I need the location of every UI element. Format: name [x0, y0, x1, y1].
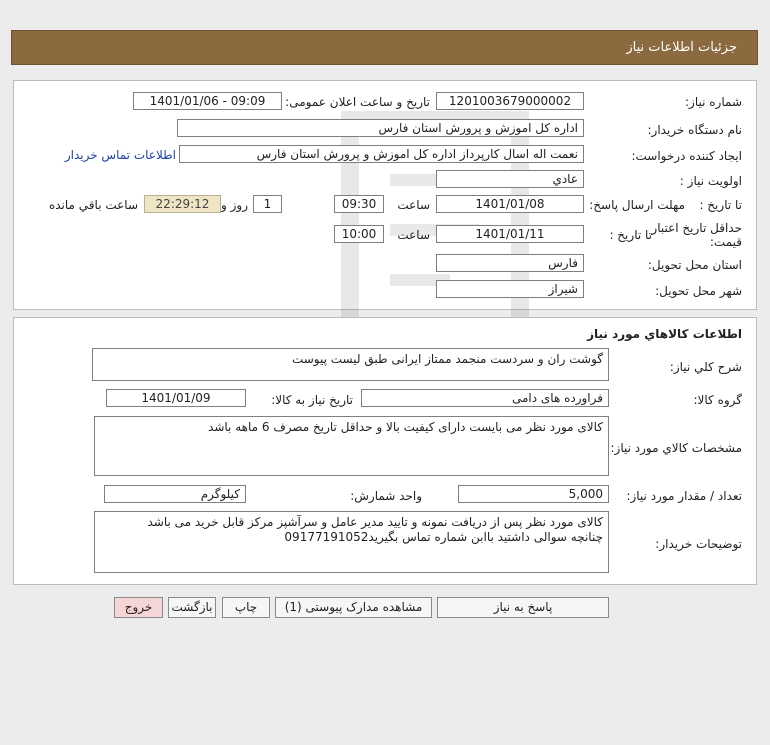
specs-label: مشخصات کالاي مورد نياز:	[610, 441, 742, 455]
quantity-label: تعداد / مقدار مورد نیاز:	[626, 489, 742, 503]
page-title: جزئيات اطلاعات نياز	[626, 40, 737, 55]
buyer-org-label: نام دستگاه خریدار:	[647, 123, 742, 137]
buyer-description-line2: چنانچه سوالی داشتید باابن شماره تماس بگیرید09177191052	[284, 530, 603, 544]
reply-button[interactable]: پاسخ به نیاز	[437, 597, 609, 618]
page-header	[11, 30, 758, 65]
province-field: فارس	[436, 254, 584, 272]
province-label: استان محل تحویل:	[647, 258, 742, 272]
need-date-field: 1401/01/09	[106, 389, 246, 407]
back-button[interactable]: بازگشت	[168, 597, 216, 618]
city-label: شهر محل تحویل:	[655, 284, 742, 298]
goods-group-field: فراورده های دامی	[361, 389, 609, 407]
validity-time-field: 10:00	[334, 225, 384, 243]
days-and-label: روز و	[221, 198, 248, 212]
validity-date-field: 1401/01/11	[436, 225, 584, 243]
view-attachments-button[interactable]: مشاهده مدارک پیوستی (1)	[275, 597, 432, 618]
unit-field: کیلوگرم	[104, 485, 246, 503]
summary-field: گوشت ران و سردست منجمد ممتاز ایرانی طبق لیست پیوست	[92, 348, 609, 381]
print-button[interactable]: چاپ	[222, 597, 270, 618]
buyer-description-field	[94, 511, 609, 573]
deadline-to-date-label: تا تاریخ :	[699, 198, 742, 212]
goods-section-title: اطلاعات کالاهاي مورد نياز	[587, 327, 742, 341]
priority-label: اولویت نیاز :	[679, 174, 742, 188]
unit-label: واحد شمارش:	[350, 489, 422, 503]
buyer-contact-link[interactable]: اطلاعات تماس خریدار	[64, 148, 176, 162]
announce-label: تاریخ و ساعت اعلان عمومی:	[285, 95, 430, 109]
buyer-description-line1: کالای مورد نظر پس از دریافت نمونه و تایید مدیر عامل و سرآشپز مرکز قابل خرید می باشد	[147, 515, 603, 529]
goods-group-label: گروه کالا:	[693, 393, 742, 407]
specs-field: کالای مورد نظر می بایست دارای کیفیت بالا و حداقل تاریخ مصرف 6 ماهه باشد	[94, 416, 609, 476]
need-date-label: تاریخ نیاز به کالا:	[271, 393, 353, 407]
summary-label: شرح کلي نياز:	[669, 360, 742, 374]
days-remaining-field: 1	[253, 195, 282, 213]
buyer-description-label: توضیحات خریدار:	[655, 537, 742, 551]
validity-label-line2: قیمت:	[709, 235, 742, 249]
need-number-label: شماره نیاز:	[685, 95, 742, 109]
requester-field: نعمت اله اسال کارپرداز اداره کل اموزش و پرورش استان فارس	[179, 145, 584, 163]
quantity-field: 5,000	[458, 485, 609, 503]
requester-label: ایجاد کننده درخواست:	[631, 149, 742, 163]
remaining-label: ساعت باقي مانده	[48, 198, 138, 212]
priority-field: عادي	[436, 170, 584, 188]
need-number-field: 1201003679000002	[436, 92, 584, 110]
city-field: شیراز	[436, 280, 584, 298]
buyer-org-field: اداره کل اموزش و پرورش استان فارس	[177, 119, 584, 137]
deadline-label: مهلت ارسال پاسخ:	[589, 198, 685, 212]
need-info-panel	[13, 80, 757, 310]
validity-to-date-label: تا تاریخ :	[609, 228, 652, 242]
deadline-date-field: 1401/01/08	[436, 195, 584, 213]
validity-label-line1: حداقل تاریخ اعتبار	[651, 221, 742, 235]
exit-button[interactable]: خروج	[114, 597, 163, 618]
announce-field: 1401/01/06 - 09:09	[133, 92, 282, 110]
deadline-time-field: 09:30	[334, 195, 384, 213]
validity-time-label: ساعت	[397, 228, 430, 242]
remaining-time-field: 22:29:12	[144, 195, 221, 213]
deadline-time-label: ساعت	[397, 198, 430, 212]
